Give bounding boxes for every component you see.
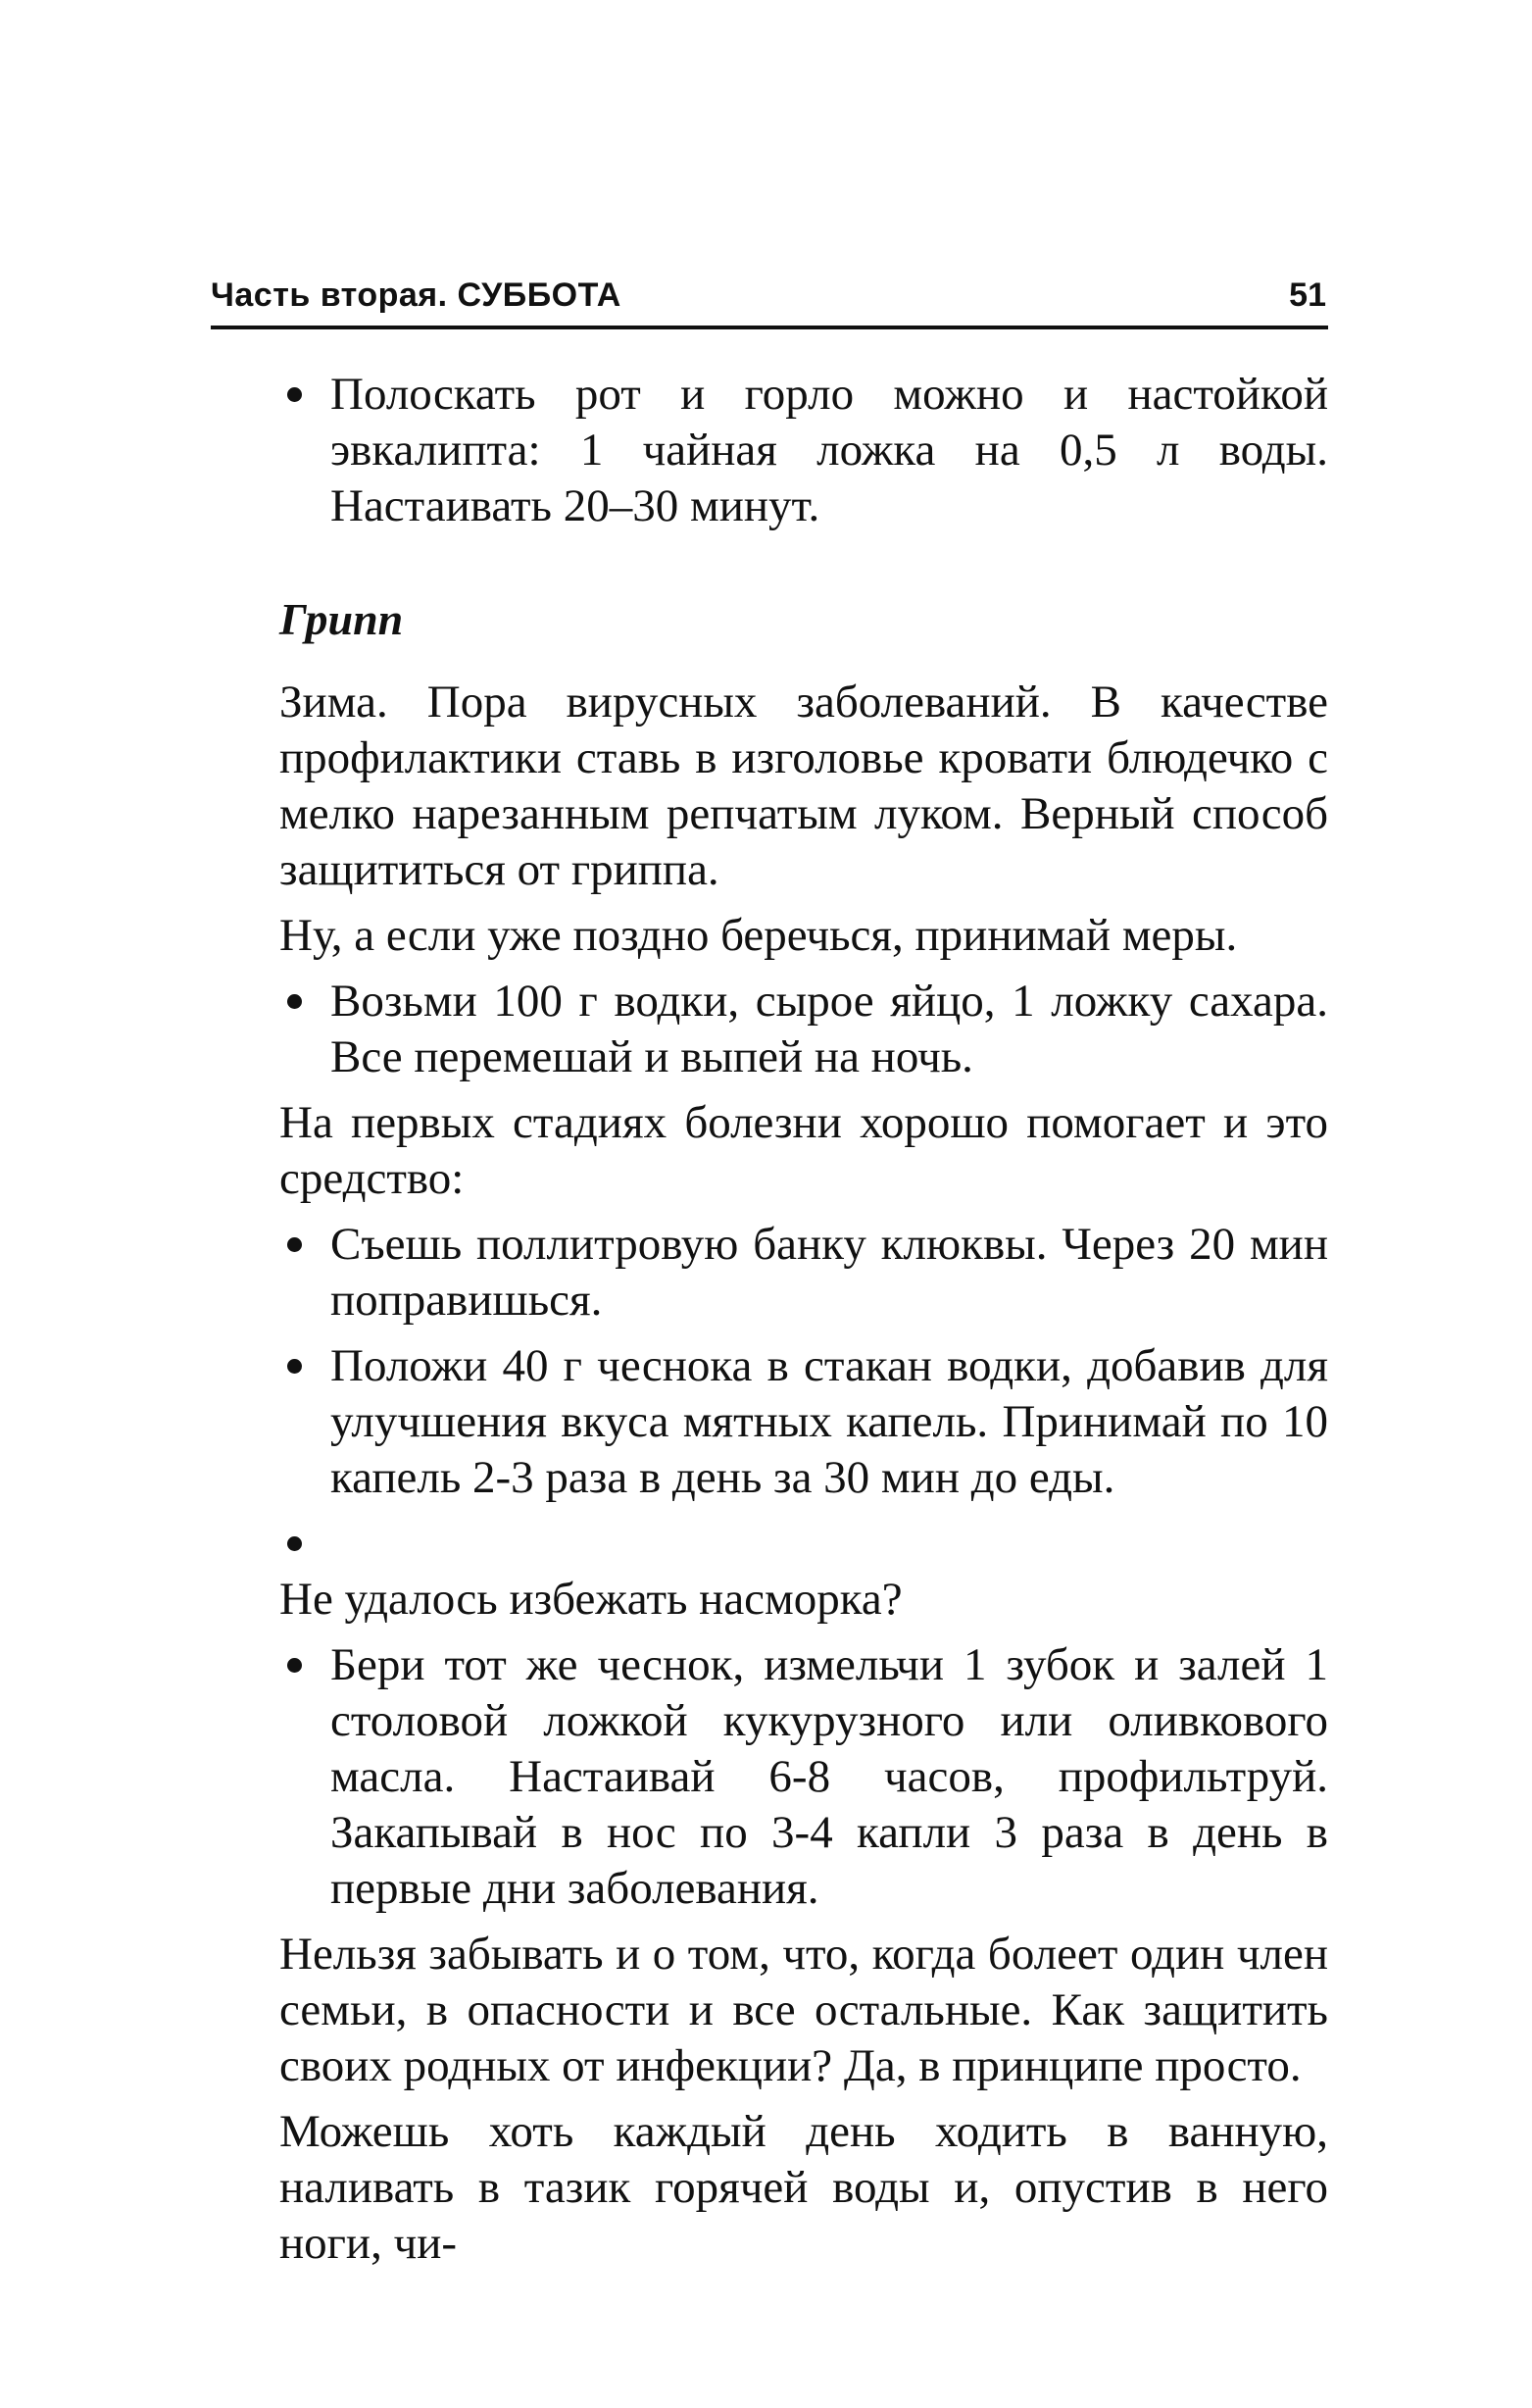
bullet-text: Полоскать рот и горло можно и настойкой эвкалипта: 1 чайная ложка на 0,5 л воды. Настаивать 20–30 минут. [330, 369, 1328, 531]
paragraph: Не удалось избежать насморка? [279, 1574, 903, 1625]
running-title: Часть вторая. СУББОТА [211, 276, 621, 314]
page-body [279, 367, 1328, 2272]
bullet-item [279, 1637, 1328, 1917]
bullet-icon [287, 387, 302, 402]
bullet-text: Съешь поллитровую банку клюквы. Через 20 мин поправишься. [330, 1219, 1328, 1326]
running-header [211, 273, 1328, 329]
empty-bullet-item [279, 1516, 1328, 1572]
bullet-icon [287, 1359, 302, 1374]
paragraph: Зима. Пора вирусных заболеваний. В качестве профилактики ставь в изголовье кровати блюдечко с мелко нарезанным репчатым луком. Верный способ защититься от гриппа. [279, 677, 1328, 895]
bullet-text: Положи 40 г чеснока в стакан водки, добавив для улучшения вкуса мятных капель. Принимай по 10 капель 2-3 раза в день за 30 мин до еды. [330, 1340, 1328, 1503]
paragraph: Можешь хоть каждый день ходить в ванную, наливать в тазик горячей воды и, опустив в него ноги, чи- [279, 2106, 1328, 2269]
bullet-icon [287, 1536, 302, 1551]
bullet-item [279, 1338, 1328, 1506]
bullet-icon [287, 1658, 302, 1673]
bullet-item [279, 367, 1328, 534]
paragraph: На первых стадиях болезни хорошо помогает и это средство: [279, 1097, 1328, 1204]
section-heading: Грипп [279, 594, 404, 644]
paragraph: Ну, а если уже поздно беречься, принимай меры. [279, 910, 1238, 961]
bullet-text: Возьми 100 г водки, сырое яйцо, 1 ложку сахара. Все перемешай и выпей на ночь. [330, 976, 1328, 1082]
page-number: 51 [1289, 276, 1326, 314]
bullet-text: Бери тот же чеснок, измельчи 1 зубок и залей 1 столовой ложкой кукурузного или оливкового масла. Настаивай 6-8 часов, профильтруй. Закапывай в нос по 3-4 капли 3 раза в день в первые дни заболевания. [330, 1639, 1328, 1914]
bullet-icon [287, 994, 302, 1009]
bullet-item [279, 1217, 1328, 1329]
bullet-icon [287, 1237, 302, 1252]
bullet-item [279, 974, 1328, 1085]
paragraph: Нельзя забывать и о том, что, когда болеет один член семьи, в опасности и все остальные. Как защитить своих родных от инфекции? Да, в принципе просто. [279, 1929, 1328, 2091]
